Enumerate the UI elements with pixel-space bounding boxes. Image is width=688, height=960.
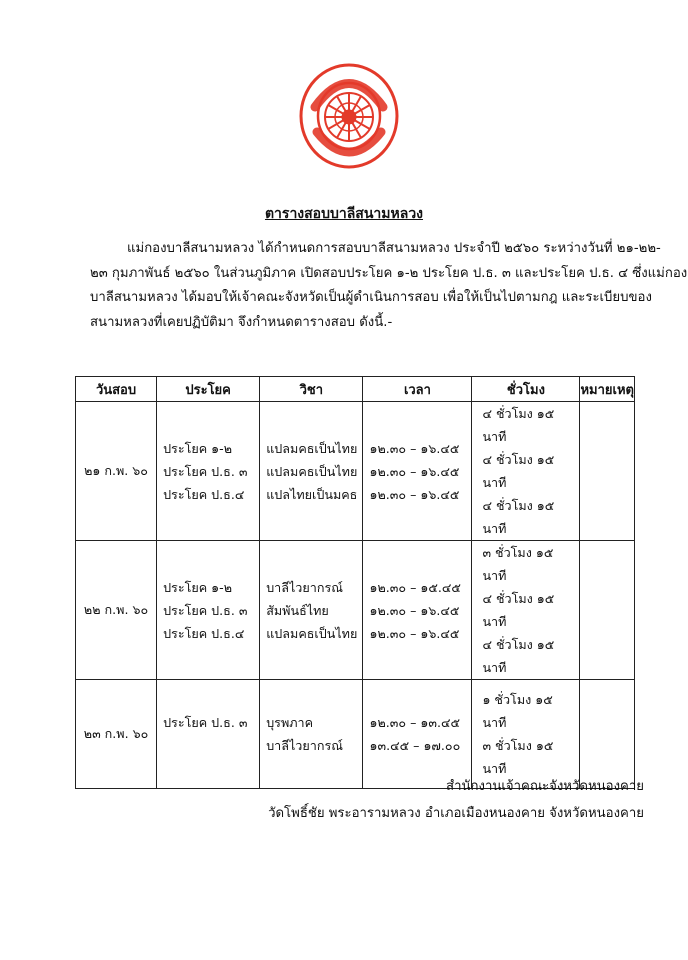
exam-date: ๒๓ ก.พ. ๖๐ — [76, 680, 157, 789]
intro-line: ๒๓ กุมภาพันธ์ ๒๕๖๐ ในส่วนภูมิภาค เปิดสอบประโยค ๑-๒ ประโยค ป.ธ. ๓ และประโยค ป.ธ. ๔ ซึ่งแม่กอง — [90, 265, 688, 281]
exam-subject: แปลมคธเป็นไทย — [266, 625, 358, 641]
exam-duration: ๔ ชั่วโมง ๑๕ นาที — [482, 406, 555, 444]
exam-date: ๒๒ ก.พ. ๖๐ — [76, 541, 157, 680]
exam-level: ประโยค ป.ธ. ๓ — [163, 463, 248, 479]
intro-line: แม่กองบาลีสนามหลวง ได้กำหนดการสอบบาลีสนามหลวง ประจำปี ๒๕๖๐ ระหว่างวันที่ ๒๑-๒๒- — [127, 241, 661, 256]
table-row — [76, 402, 635, 541]
table-header-row — [76, 377, 635, 402]
exam-subject: บุรพภาค — [266, 715, 314, 730]
table-row — [76, 541, 635, 680]
seal-logo — [298, 62, 400, 170]
exam-time: ๑๒.๓๐ – ๑๖.๔๕ — [369, 440, 460, 456]
exam-time: ๑๒.๓๐ – ๑๖.๔๕ — [369, 602, 460, 618]
footer-office: สำนักงานเจ้าคณะจังหวัดหนองคาย — [446, 779, 644, 794]
header-subject: วิชา — [260, 377, 363, 402]
exam-note — [580, 680, 635, 789]
intro-line: สนามหลวงที่เคยปฏิบัติมา จึงกำหนดตารางสอบ ดังนี้.- — [90, 314, 393, 330]
exam-level: ประโยค ๑-๒ — [163, 440, 232, 456]
exam-duration: ๔ ชั่วโมง ๑๕ นาที — [482, 591, 555, 629]
footer-address: วัดโพธิ์ชัย พระอารามหลวง อำเภอเมืองหนองคาย จังหวัดหนองคาย — [268, 806, 644, 821]
exam-subject: แปลมคธเป็นไทย — [266, 463, 358, 479]
exam-time: ๑๓.๔๕ – ๑๗.๐๐ — [369, 738, 461, 753]
exam-level: ประโยค ๑-๒ — [163, 579, 232, 595]
exam-time: ๑๒.๓๐ – ๑๖.๔๕ — [369, 625, 460, 641]
exam-duration: ๔ ชั่วโมง ๑๕ นาที — [482, 452, 555, 490]
exam-time: ๑๒.๓๐ – ๑๖.๔๕ — [369, 463, 460, 479]
exam-subject: บาลีไวยากรณ์ — [266, 579, 343, 595]
exam-subject: แปลไทยเป็นมคธ — [266, 486, 358, 502]
exam-time: ๑๒.๓๐ – ๑๓.๔๕ — [369, 715, 461, 730]
exam-level: ประโยค ป.ธ. ๓ — [163, 715, 248, 730]
exam-schedule-table — [75, 376, 635, 789]
intro-line: บาลีสนามหลวง ได้มอบให้เจ้าคณะจังหวัดเป็นผู้ดำเนินการสอบ เพื่อให้เป็นไปตามกฎ และระเบียบของ — [90, 290, 652, 305]
exam-note — [580, 402, 635, 541]
exam-date: ๒๑ ก.พ. ๖๐ — [76, 402, 157, 541]
header-note: หมายเหตุ — [580, 377, 635, 402]
exam-subject: แปลมคธเป็นไทย — [266, 440, 358, 456]
exam-time: ๑๒.๓๐ – ๑๕.๔๕ — [369, 579, 461, 595]
intro-paragraph — [90, 237, 688, 335]
table-row — [76, 680, 635, 789]
exam-time: ๑๒.๓๐ – ๑๖.๔๕ — [369, 486, 460, 502]
exam-duration: ๓ ชั่วโมง ๑๕ นาที — [482, 738, 554, 776]
exam-level: ประโยค ป.ธ.๔ — [163, 625, 245, 641]
header-date: วันสอบ — [76, 377, 157, 402]
exam-note — [580, 541, 635, 680]
exam-duration: ๔ ชั่วโมง ๑๕ นาที — [482, 637, 555, 675]
page-title: ตารางสอบบาลีสนามหลวง — [264, 206, 424, 222]
exam-duration: ๓ ชั่วโมง ๑๕ นาที — [482, 545, 554, 583]
header-duration: ชั่วโมง — [472, 377, 580, 402]
exam-subject: สัมพันธ์ไทย — [266, 602, 329, 618]
exam-level: ประโยค ป.ธ.๔ — [163, 486, 245, 502]
exam-subject: บาลีไวยากรณ์ — [266, 738, 343, 753]
exam-duration: ๔ ชั่วโมง ๑๕ นาที — [482, 498, 555, 536]
header-time: เวลา — [363, 377, 472, 402]
header-level: ประโยค — [157, 377, 260, 402]
exam-level: ประโยค ป.ธ. ๓ — [163, 602, 248, 618]
exam-duration: ๑ ชั่วโมง ๑๕ นาที — [482, 692, 553, 730]
